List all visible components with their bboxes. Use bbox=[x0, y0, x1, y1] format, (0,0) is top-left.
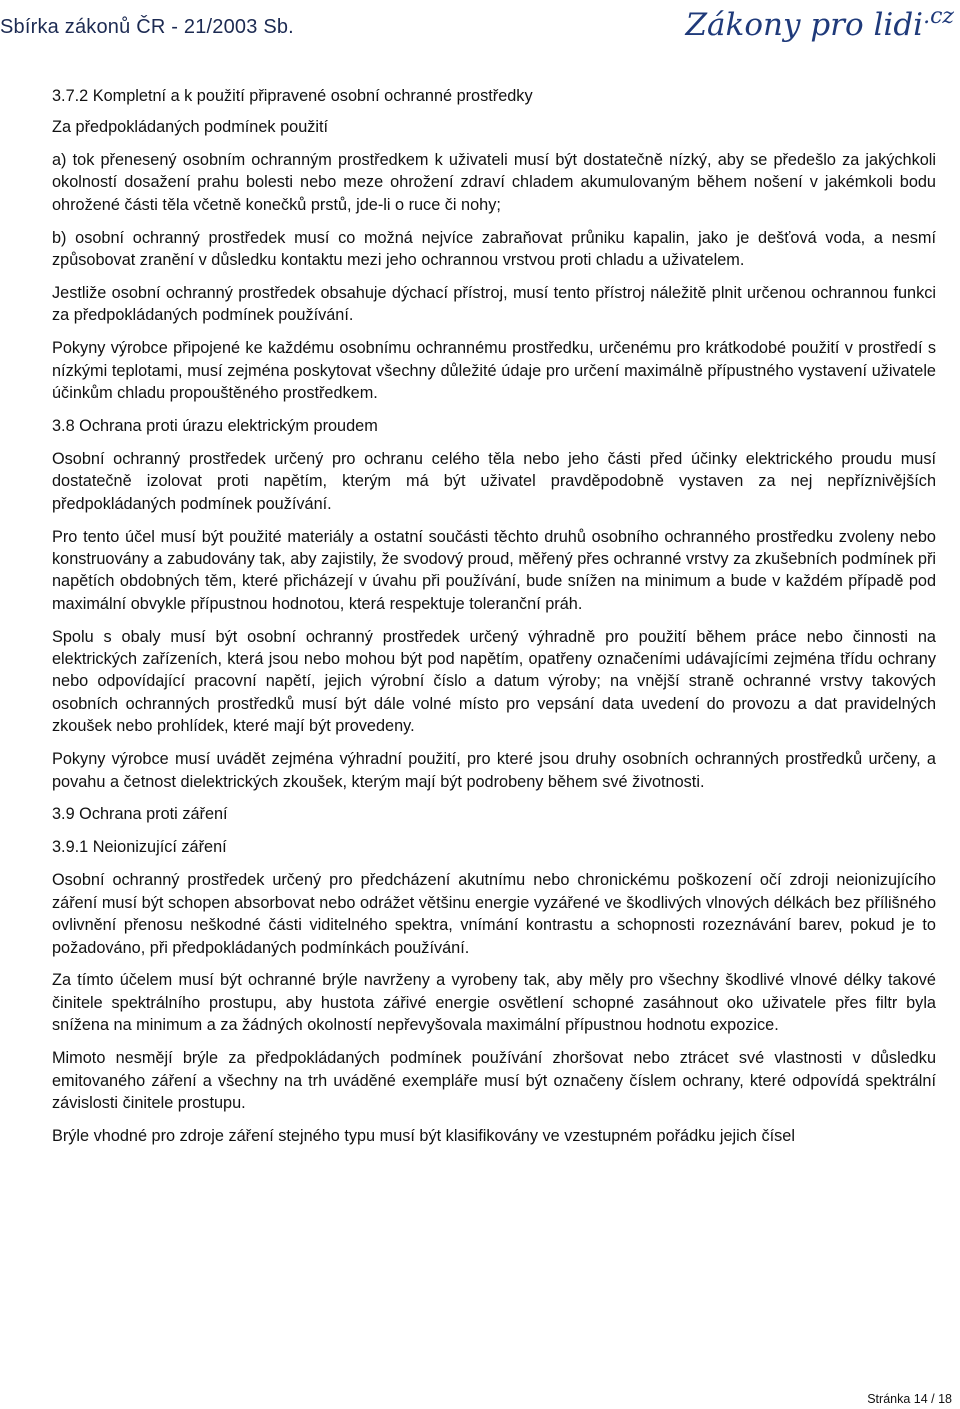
document-body bbox=[52, 85, 936, 1158]
page-header bbox=[0, 0, 960, 56]
section-heading-3-7-2: 3.7.2 Kompletní a k použití připravené osobní ochranné prostředky bbox=[52, 87, 533, 105]
document-title: Sbírka zákonů ČR - 21/2003 Sb. bbox=[0, 16, 294, 38]
paragraph-breathing-apparatus: Jestliže osobní ochranný prostředek obsahuje dýchací přístroj, musí tento přístroj náležitě plnit určenou ochrannou funkci za předpokládaných podmínek používání. bbox=[52, 283, 936, 325]
paragraph-manufacturer-instructions-cold: Pokyny výrobce připojené ke každému osobnímu ochrannému prostředku, určenému pro krátkodobé použití v prostředí s nízkými teplotami, musí zejména poskytovat všechny důležité údaje pro určení maximálně přípustného vystavení uživatele účinkům chladu propouštěného prostředkem. bbox=[52, 339, 936, 402]
paragraph-manufacturer-instructions-electric: Pokyny výrobce musí uvádět zejména výhradní použití, pro které jsou druhy osobních ochranných prostředků určeny, a povahu a četnost dielektrických zkoušek, kterým mají být podrobeny během své životnosti. bbox=[52, 750, 936, 791]
paragraph-materials: Pro tento účel musí být použité materiály a ostatní součásti těchto druhů osobního ochranného prostředku zvoleny nebo konstruovány a zabudovány tak, aby zajistily, že svodový proud, měřený přes ochranné vrstvy za zkušebních podmínek při napětích obdobných těm, které přicházejí v úvahu při používání, bude snížen na minimum a bude v každém případě pod maximální obvykle přípustnou hodnotou, která respektuje toleranční práh. bbox=[52, 527, 936, 613]
paragraph-conditions: Za předpokládaných podmínek použití bbox=[52, 118, 329, 137]
paragraph-item-a: a) tok přenesený osobním ochranným prostředkem k uživateli musí být dostatečně nízký, aby se předešlo za jakýchkoli okolností dosažení prahu bolesti nebo meze ohrožení zdraví chladem akumulovaným během nošení v jakémkoli bodu ohrožené části těla včetně konečků prstů, jde-li o ruce či nohy; bbox=[52, 150, 936, 214]
paragraph-item-b: b) osobní ochranný prostředek musí co možná nejvíce zabraňovat průniku kapalin, jako je dešťová voda, a nesmí způsobovat zranění v důsledku kontaktu mezi jeho ochrannou vrstvou proti chladu a uživatelem. bbox=[52, 228, 936, 269]
paragraph-glasses-classification: Brýle vhodné pro zdroje záření stejného typu musí být klasifikovány ve vzestupném pořádku jejich čísel bbox=[52, 1126, 795, 1145]
site-logo[interactable] bbox=[686, 4, 954, 43]
section-heading-3-8: 3.8 Ochrana proti úrazu elektrickým proudem bbox=[52, 416, 378, 435]
section-heading-3-9-1: 3.9.1 Neionizující záření bbox=[52, 838, 227, 857]
paragraph-spectral-transmission: Za tímto účelem musí být ochranné brýle navrženy a vyrobeny tak, aby měly pro všechny škodlivé vlnové délky takové činitele spektrálního prostupu, aby hustota zářivé energie osvětlení schopné zasáhnout oko uživatele přes filtr byla snížena na minimum a za žádných okolností nepřevyšovala maximální přípustnou hodnotu expozice. bbox=[52, 971, 936, 1035]
logo-text: Zákony pro lidi bbox=[685, 7, 924, 43]
section-heading-3-9: 3.9 Ochrana proti záření bbox=[52, 805, 228, 824]
paragraph-electrical-insulation: Osobní ochranný prostředek určený pro ochranu celého těla nebo jeho části před účinky elektrického proudu musí dostatečně izolovat proti napětím, kterým má být uživatel pravděpodobně vystaven za nej nepříznivějších předpokládaných podmínek používání. bbox=[52, 449, 936, 513]
paragraph-glasses-properties: Mimoto nesmějí brýle za předpokládaných podmínek používání zhoršovat nebo ztrácet své vlastnosti v důsledku emitovaného záření a všechny na trh uváděné exempláře musí být označeny číslem ochrany, které odpovídá spektrální závislosti činitele prostupu. bbox=[52, 1049, 936, 1112]
paragraph-non-ionizing-eye-protection: Osobní ochranný prostředek určený pro předcházení akutnímu nebo chronickému poškození očí zdroji neionizujícího záření musí být schopen absorbovat nebo odrážet většinu energie vyzářené ve škodlivých vlnových délkách bez přílišného ovlivnění přenosu neškodné části viditelného spektra, vnímání kontrastu a schopnosti rozeznávání barev, pokud je to požadováno, při předpokládaných podmínkách používání. bbox=[52, 871, 936, 957]
page-number: Stránka 14 / 18 bbox=[867, 1392, 952, 1406]
paragraph-packaging-marking: Spolu s obaly musí být osobní ochranný prostředek určený výhradně pro použití během práce nebo činnosti na elektrických zařízeních, která jsou nebo mohou být pod napětím, opatřeny označeními udávajícími zejména třídu ochrany nebo odpovídající pracovní napětí, jejich výrobní číslo a datum výroby; na vnější straně ochranné vrstvy takových osobních ochranných prostředků musí být dále volné místo pro vepsání data uvedení do provozu a dat pravidelných zkoušek nebo prohlídek, které mají být provedeny. bbox=[52, 627, 936, 736]
logo-tld: .cz bbox=[923, 4, 954, 29]
